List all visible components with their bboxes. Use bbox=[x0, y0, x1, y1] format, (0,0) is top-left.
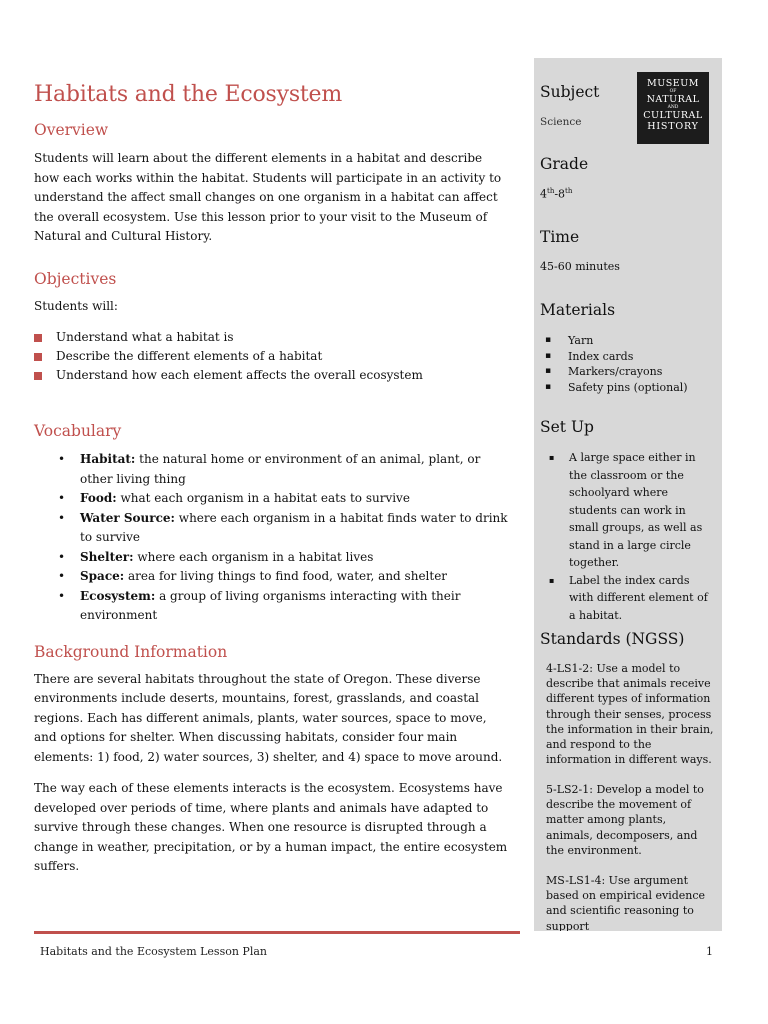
objective-text: Describe the different elements of a habitat bbox=[56, 349, 323, 363]
list-item: ▪ Safety pins (optional) bbox=[545, 380, 688, 394]
list-item bbox=[34, 567, 508, 587]
square-bullet-icon bbox=[34, 372, 42, 380]
list-item: ▪ Markers/crayons bbox=[545, 365, 663, 378]
list-item: ▪ Label the index cards with different element of a habitat. bbox=[549, 573, 708, 622]
vocab-term: Habitat: bbox=[80, 452, 136, 466]
standards-heading: Standards (NGSS) bbox=[540, 630, 685, 648]
main-content bbox=[34, 82, 508, 877]
bullet-icon: ▪ bbox=[549, 453, 555, 462]
list-item bbox=[34, 587, 508, 626]
bullet-icon: ▪ bbox=[549, 575, 555, 585]
list-item bbox=[34, 450, 508, 489]
standard-item: MS-LS1-4: Use argument based on empirical evidence and scientific reasoning to support bbox=[546, 874, 706, 931]
vocab-definition: what each organism in a habitat eats to survive bbox=[116, 491, 410, 505]
sidebar bbox=[534, 58, 722, 931]
vocab-term: Ecosystem: bbox=[80, 588, 156, 603]
vocab-term: Water Source: bbox=[80, 510, 175, 525]
overview-text: Students will learn about the different elements in a habitat and describe how each works within the habitat. Students will participate in an activity to understand the affect small changes on one organism in a habitat can affect the overall ecosystem. Use this lesson prior to your visit to the Museum of Natural and Cultural History. bbox=[34, 151, 502, 243]
grade-value: 4th-8th bbox=[540, 187, 573, 201]
bullet-icon: ▪ bbox=[545, 381, 552, 392]
objective-text: Understand how each element affects the overall ecosystem bbox=[56, 368, 423, 382]
subject-heading: Subject bbox=[540, 83, 600, 101]
list-item bbox=[34, 509, 508, 548]
page-title: Habitats and the Ecosystem bbox=[34, 82, 343, 107]
list-item bbox=[34, 489, 508, 509]
vocab-definition: where each organism in a habitat finds water to drink to survive bbox=[80, 510, 508, 544]
list-item: ▪ Index cards bbox=[545, 349, 634, 363]
objectives-list bbox=[34, 328, 508, 385]
subject-value: Science bbox=[540, 116, 582, 128]
objective-text: Understand what a habitat is bbox=[56, 330, 234, 344]
materials-heading: Materials bbox=[540, 301, 616, 319]
bullet-icon: • bbox=[58, 569, 66, 583]
background-heading: Background Information bbox=[34, 642, 228, 661]
vocab-definition: area for living things to find food, water, and shelter bbox=[124, 569, 448, 583]
bullet-icon: • bbox=[58, 452, 66, 466]
bullet-icon: • bbox=[58, 491, 66, 505]
bullet-icon: • bbox=[58, 588, 66, 603]
bullet-icon: ▪ bbox=[545, 335, 552, 345]
bullet-icon: • bbox=[58, 510, 66, 525]
standard-item: 5-LS2-1: Develop a model to describe the movement of matter among plants, animals, decomposers, and the environment. bbox=[546, 783, 704, 857]
list-item: ▪ Yarn bbox=[545, 334, 594, 347]
list-item bbox=[34, 328, 508, 347]
vocab-term: Space: bbox=[80, 569, 125, 583]
overview-heading: Overview bbox=[34, 121, 109, 139]
bullet-icon: • bbox=[58, 549, 66, 564]
vocab-term: Shelter: bbox=[80, 549, 134, 564]
background-paragraph: There are several habitats throughout the state of Oregon. These diverse environments include deserts, mountains, forest, grasslands, and coastal regions. Each has different animals, plants, water sources, space to move, and options for shelter. When discussing habitats, consider four main elements: 1) food, 2) water sources, 3) shelter, and 4) space to move around. bbox=[34, 671, 503, 764]
time-heading: Time bbox=[540, 228, 580, 246]
time-value: 45-60 minutes bbox=[540, 260, 620, 273]
vocab-definition: a group of living organisms interacting with their environment bbox=[80, 588, 461, 622]
setup-heading: Set Up bbox=[540, 418, 594, 436]
vocabulary-heading: Vocabulary bbox=[34, 422, 122, 440]
materials-list bbox=[540, 333, 718, 395]
background-paragraph: The way each of these elements interacts is the ecosystem. Ecosystems have developed over periods of time, where plants and animals have adapted to survive through these changes. When one resource is disrupted through a change in weather, precipitation, or by a human impact, the entire ecosystem suffers. bbox=[34, 781, 508, 873]
objectives-intro: Students will: bbox=[34, 298, 118, 313]
bullet-icon: ▪ bbox=[545, 366, 552, 376]
objectives-heading: Objectives bbox=[34, 269, 117, 288]
setup-list bbox=[540, 449, 718, 624]
list-item bbox=[34, 366, 508, 385]
list-item: ▪ A large space either in the classroom or the schoolyard where students can work in small groups, as well as stand in a large circle together. bbox=[549, 451, 703, 569]
list-item bbox=[34, 548, 508, 568]
vocab-definition: where each organism in a habitat lives bbox=[133, 549, 374, 564]
museum-logo: MUSEUM OF NATURAL AND CULTURAL HISTORY bbox=[637, 72, 709, 144]
footer-divider bbox=[34, 931, 520, 934]
footer-title: Habitats and the Ecosystem Lesson Plan bbox=[40, 945, 267, 958]
grade-heading: Grade bbox=[540, 155, 589, 173]
square-bullet-icon bbox=[34, 334, 42, 342]
page-number: 1 bbox=[706, 945, 713, 958]
vocab-term: Food: bbox=[80, 491, 117, 505]
vocabulary-list bbox=[34, 450, 508, 626]
bullet-icon: ▪ bbox=[545, 350, 552, 361]
vocab-definition: the natural home or environment of an animal, plant, or other living thing bbox=[80, 452, 481, 486]
square-bullet-icon bbox=[34, 353, 42, 361]
standard-item: 4-LS1-2: Use a model to describe that animals receive different types of information through their senses, process the information in their brain, and respond to the information in different ways. bbox=[546, 662, 714, 767]
list-item bbox=[34, 347, 508, 366]
